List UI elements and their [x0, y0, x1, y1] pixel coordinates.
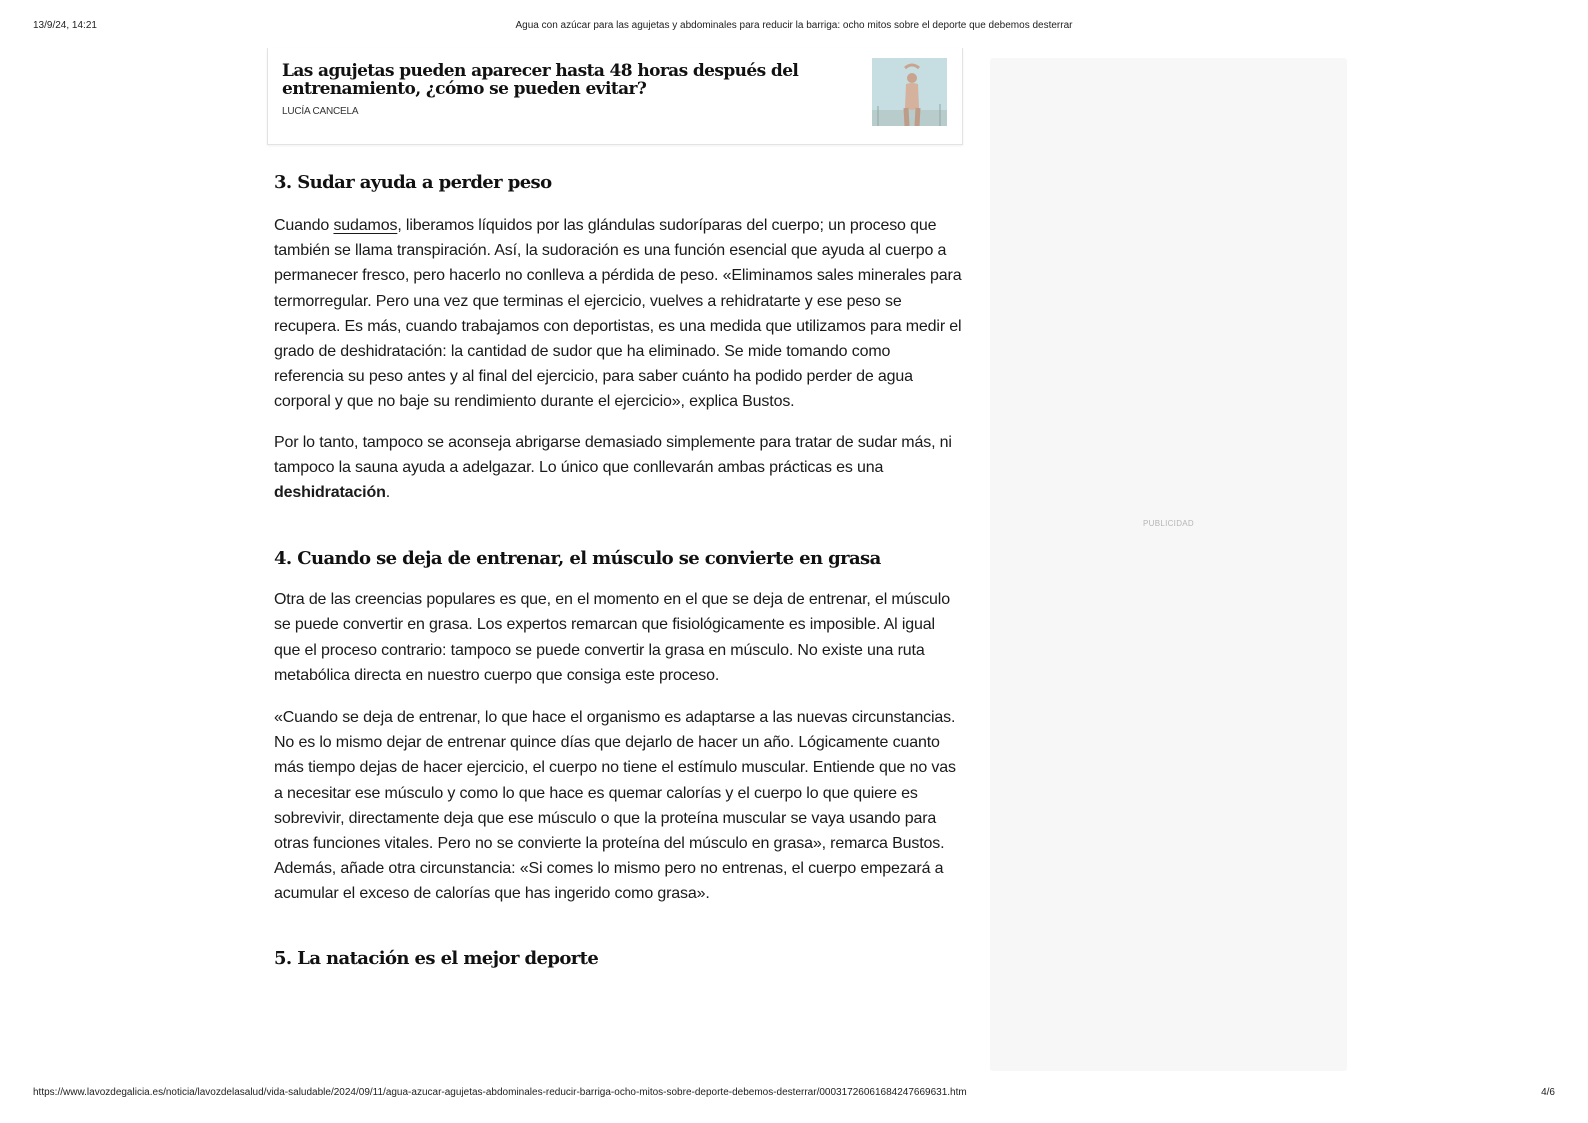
stretching-woman-photo[interactable] [872, 58, 947, 126]
article-body [274, 170, 962, 972]
related-article-title[interactable]: Las agujetas pueden aparecer hasta 48 horas después del entrenamiento, ¿cómo se pueden evitar? [282, 61, 799, 99]
paragraph-sweat-1: Cuando sudamos, liberamos líquidos por las glándulas sudoríparas del cuerpo; un proceso que también se llama transpiración. Así, la sudoración es una función esencial que ayuda al cuerpo a permanecer fresco, pero hacerlo no conlleva a pérdida de peso. «Eliminamos sales minerales para termorregular. Pero una vez que terminas el ejercicio, vuelves a rehidratarte y ese peso se recupera. Es más, cuando trabajamos con deportistas, es una medida que utilizamos para medir el grado de deshidratación: la cantidad de sudor que ha eliminado. Se mide tomando como referencia su peso antes y al final del ejercicio, para saber cuánto ha podido perder de agua corporal y que no baje su rendimiento durante el ejercicio», explica Bustos. [274, 217, 962, 411]
paragraph-muscle-2: «Cuando se deja de entrenar, lo que hace el organismo es adaptarse a las nuevas circunstancias. No es lo mismo dejar de entrenar quince días que dejarlo de hacer un año. Lógicamente cuanto más tiempo dejas de hacer ejercicio, el cuerpo no tiene el estímulo muscular. Entiende que no vas a necesitar ese músculo y como lo que hace es quemar calorías y el cuerpo lo que quiere es sobrevivir, directamente deja que ese músculo o que la proteína muscular se vaya usando para otras funciones vitales. Pero no se convierte la proteína del músculo en grasa», remarca Bustos. Además, añade otra circunstancia: «Si comes lo mismo pero no entrenas, el cuerpo empezará a acumular el exceso de calorías que has ingerido como grasa». [274, 709, 956, 903]
bold-deshidratacion: deshidratación [274, 484, 386, 502]
print-page-number: 4/6 [1541, 1087, 1555, 1098]
print-url: https://www.lavozdegalicia.es/noticia/lavozdelasalud/vida-saludable/2024/09/11/agua-azucar-agujetas-abdominales-reducir-barriga-ocho-mitos-sobre-deporte-debemos-desterrar/00031726061684247669631.htm [33, 1087, 967, 1098]
section-heading-muscle: 4. Cuando se deja de entrenar, el músculo se convierte en grasa [274, 548, 881, 570]
ad-column [990, 58, 1347, 1071]
ad-label: PUBLICIDAD [1142, 519, 1194, 528]
print-footer [33, 1087, 1555, 1101]
section-heading-sweat: 3. Sudar ayuda a perder peso [274, 172, 552, 193]
section-heading-swimming: 5. La natación es el mejor deporte [274, 947, 599, 969]
paragraph-muscle-1: Otra de las creencias populares es que, en el momento en el que se deja de entrenar, el músculo se puede convertir en grasa. Los expertos remarcan que fisiológicamente es imposible. Al igual que el proceso contrario: tampoco se puede convertir la grasa en músculo. No existe una ruta metabólica directa en nuestro cuerpo que consiga este proceso. [274, 591, 950, 684]
related-article-author: LUCÍA CANCELA [282, 106, 359, 117]
print-doc-title: Agua con azúcar para las agujetas y abdominales para reducir la barriga: ocho mitos sobre el deporte que debemos desterrar [515, 20, 1073, 31]
thumbnail-image [872, 58, 947, 126]
related-article-card[interactable] [267, 48, 963, 145]
print-header [33, 20, 1555, 34]
sudamos-link[interactable]: sudamos [333, 217, 398, 234]
print-datetime: 13/9/24, 14:21 [33, 20, 97, 31]
paragraph-sweat-2: Por lo tanto, tampoco se aconseja abrigarse demasiado simplemente para tratar de sudar más, ni tampoco la sauna ayuda a adelgazar. Lo único que conllevarán ambas prácticas es una deshidratación. [274, 433, 952, 502]
